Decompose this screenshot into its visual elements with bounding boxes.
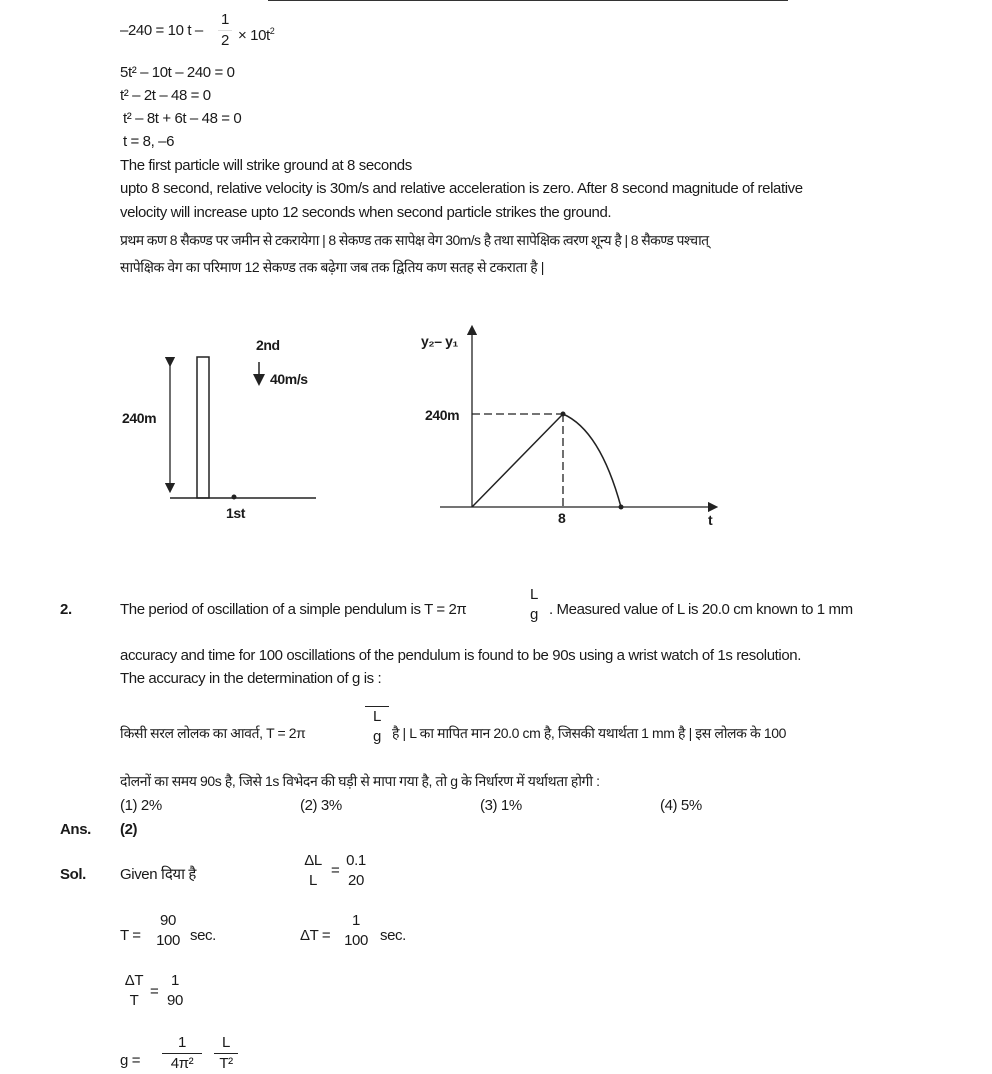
- eq1-exponent: 2: [269, 26, 275, 36]
- option-2[interactable]: (2) 3%: [300, 797, 342, 814]
- question-number: 2.: [60, 601, 72, 618]
- equation-2: 5t² – 10t – 240 = 0: [120, 64, 235, 81]
- solution-label: Sol.: [60, 866, 86, 883]
- t-den: 100: [156, 932, 180, 949]
- g-den2: T²: [219, 1055, 233, 1072]
- g-num2: L: [214, 1033, 238, 1054]
- question-en-line-2: accuracy and time for 100 oscillations of the pendulum is found to be 90s using a wrist watch of 1s resolution.: [120, 647, 801, 664]
- second-particle-label: 2nd: [256, 337, 280, 353]
- eq1-denominator: 2: [218, 30, 232, 51]
- ratio-den: T: [129, 992, 139, 1009]
- dl-den: L: [309, 872, 317, 889]
- eq1-rhs-text: × 10t: [238, 27, 270, 44]
- end-dot: [619, 505, 624, 510]
- sqrt-den-hi: g: [373, 728, 381, 745]
- dl-over-l: [300, 851, 326, 891]
- eq1-numerator: 1: [221, 11, 229, 28]
- linear-segment: [472, 414, 563, 507]
- relative-position-graph: [440, 330, 713, 510]
- graph-y-value-label: 240m: [425, 407, 460, 423]
- graph-x-label: t: [708, 512, 713, 528]
- text-line-2: upto 8 second, relative velocity is 30m/s and relative acceleration is zero. After 8 second magnitude of relative: [120, 180, 803, 197]
- t-fraction: [152, 911, 184, 951]
- t-num: 90: [160, 912, 176, 929]
- answer-label: Ans.: [60, 821, 91, 838]
- question-en-line-3: The accuracy in the determination of g is :: [120, 670, 382, 687]
- dt-unit: sec.: [380, 927, 406, 944]
- g-num: 1: [162, 1033, 202, 1054]
- eq1-lhs: –240 = 10 t –: [120, 22, 203, 39]
- question-hi-line-1b: है | L का मापित मान 20.0 cm है, जिसकी यथार्थता 1 mm है | इस लोलक के 100: [392, 725, 786, 741]
- dl-value-den: 20: [348, 872, 364, 889]
- peak-dot: [561, 412, 566, 417]
- ratio-value: [162, 971, 188, 1011]
- sqrt-l-over-g: [522, 585, 546, 625]
- ratio-num: ΔT: [124, 972, 144, 989]
- sqrt-den: g: [530, 606, 538, 623]
- question-hi-line-2: दोलनों का समय 90s है, जिसे 1s विभेदन की घड़ी से मापा गया है, तो g के निर्धारण में यर्थाथता होगी :: [120, 773, 600, 789]
- answer-value: (2): [120, 821, 138, 838]
- ratio-lhs: [120, 971, 148, 1011]
- g-fraction-2: [214, 1033, 238, 1074]
- ratio-value-den: 90: [167, 992, 183, 1009]
- dl-equals: =: [331, 862, 340, 879]
- first-particle-label: 1st: [226, 505, 246, 521]
- dl-value-num: 0.1: [346, 852, 366, 869]
- sqrt-num-hi: L: [365, 706, 389, 727]
- t-lhs: T =: [120, 927, 141, 944]
- equation-3: t² – 2t – 48 = 0: [120, 87, 211, 104]
- dt-num: 1: [352, 912, 360, 929]
- hindi-line-2: सापेक्षिक वेग का परिमाण 12 सेकण्ड तक बढ़ेगा जब तक द्वितिय कण सतह से टकराता है |: [120, 259, 544, 275]
- dt-fraction: [340, 911, 372, 951]
- ratio-equals: =: [150, 983, 159, 1000]
- equation-5: t = 8, –6: [123, 133, 175, 150]
- g-den: 4π²: [170, 1055, 194, 1072]
- graph-y-label: y₂– y₁: [421, 333, 458, 349]
- dt-lhs: ΔT =: [300, 927, 331, 944]
- equation-4: t² – 8t + 6t – 48 = 0: [123, 110, 242, 127]
- first-particle-dot: [232, 495, 237, 500]
- text-line-1: The first particle will strike ground at 8 seconds: [120, 157, 412, 174]
- dt-den: 100: [344, 932, 368, 949]
- hindi-line-1: प्रथम कण 8 सैकण्ड पर जमीन से टकरायेगा | 8 सेकण्ड तक सापेक्ष वेग 30m/s है तथा सापेक्षिक त्वरण शून्य है | 8 सैकण्ड पश्चात्: [120, 232, 709, 248]
- dl-value: [342, 851, 370, 891]
- sqrt-l-over-g-hindi: [365, 706, 389, 747]
- given-text: Given दिया है: [120, 866, 196, 883]
- tower-height-label: 240m: [122, 410, 157, 426]
- question-hi-line-1a: किसी सरल लोलक का आवर्त, T = 2π: [120, 725, 306, 741]
- text-line-3: velocity will increase upto 12 seconds when second particle strikes the ground.: [120, 204, 612, 221]
- question-en-line-1b: . Measured value of L is 20.0 cm known to 1 mm: [549, 601, 853, 618]
- option-3[interactable]: (3) 1%: [480, 797, 522, 814]
- option-4[interactable]: (4) 5%: [660, 797, 702, 814]
- tower: [197, 357, 209, 498]
- dl-num: ΔL: [304, 852, 322, 869]
- g-fraction-1: [162, 1033, 202, 1074]
- t-unit: sec.: [190, 927, 216, 944]
- question-en-line-1a: The period of oscillation of a simple pendulum is T = 2π: [120, 601, 467, 618]
- sqrt-num: L: [530, 586, 538, 603]
- ratio-value-num: 1: [171, 972, 179, 989]
- option-1[interactable]: (1) 2%: [120, 797, 162, 814]
- graph-x-value-label: 8: [558, 510, 566, 526]
- g-lhs: g =: [120, 1052, 141, 1069]
- parabolic-segment: [563, 414, 621, 507]
- velocity-label: 40m/s: [270, 371, 308, 387]
